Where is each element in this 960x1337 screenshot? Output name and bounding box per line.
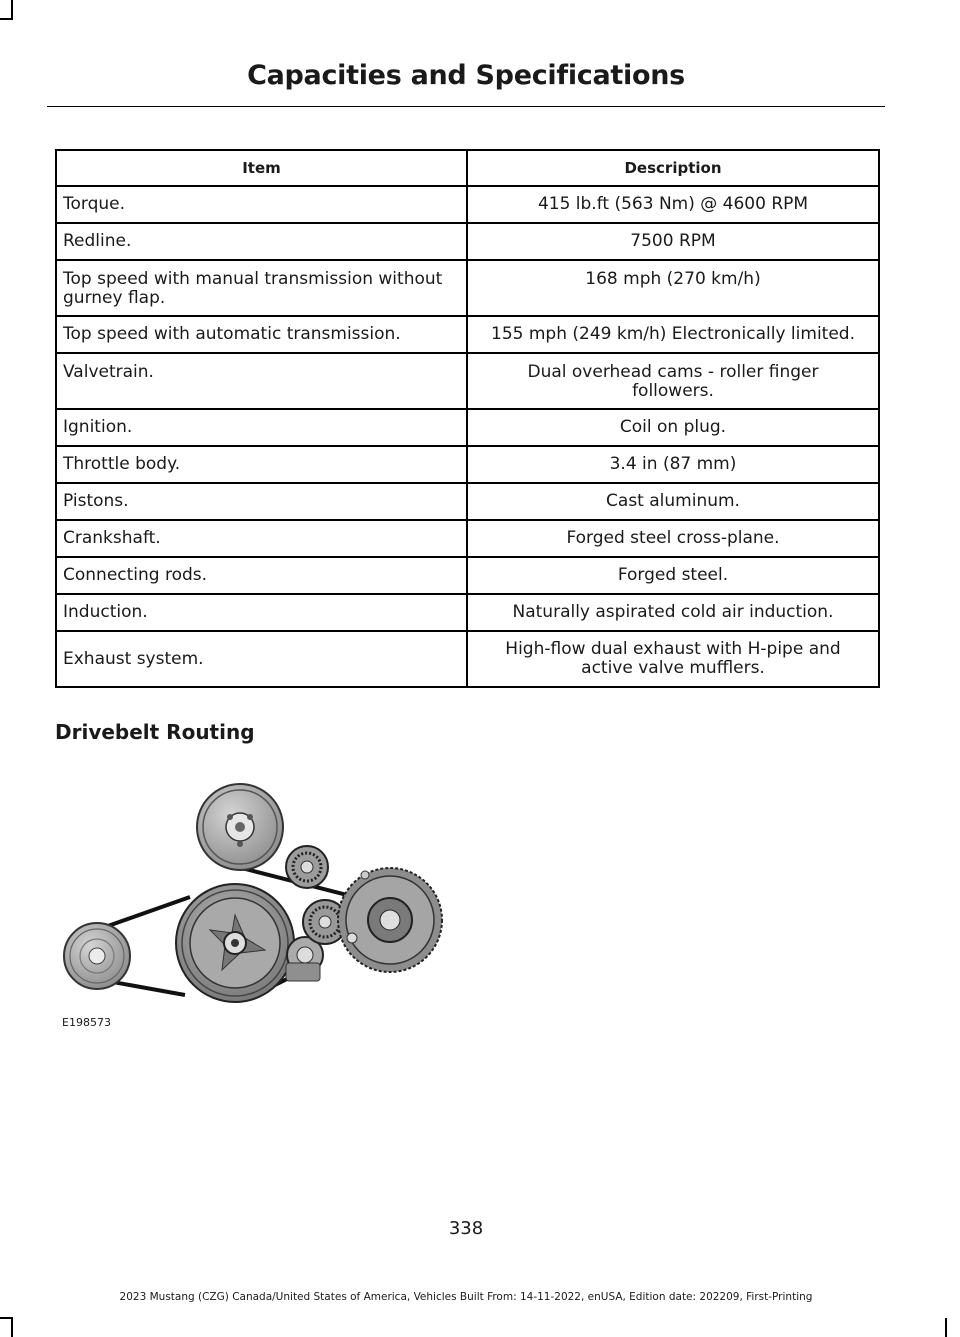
item-cell: Torque. [56, 186, 467, 223]
table-row [56, 260, 879, 316]
description-cell: 415 lb.ft (563 Nm) @ 4600 RPM [467, 186, 879, 223]
description-cell: Cast aluminum. [467, 483, 879, 520]
table-row [56, 316, 879, 353]
item-cell: Exhaust system. [56, 631, 467, 687]
description-cell: Dual overhead cams - roller finger followers. [467, 353, 879, 409]
idler-pulley [286, 846, 328, 888]
item-cell: Throttle body. [56, 446, 467, 483]
crop-mark [0, 1317, 13, 1319]
description-cell: 7500 RPM [467, 223, 879, 260]
crop-mark [11, 1317, 13, 1337]
item-cell: Redline. [56, 223, 467, 260]
crop-mark [0, 18, 13, 20]
section-heading: Drivebelt Routing [55, 720, 255, 744]
column-header-item: Item [56, 150, 467, 186]
table-row [56, 353, 879, 409]
table-row [56, 409, 879, 446]
drivebelt-routing-diagram [60, 755, 450, 1040]
water-pump-pulley [197, 784, 283, 870]
table-row [56, 520, 879, 557]
description-cell: Forged steel cross-plane. [467, 520, 879, 557]
table-row [56, 557, 879, 594]
item-cell: Ignition. [56, 409, 467, 446]
table-row [56, 594, 879, 631]
table-header-row [56, 150, 879, 186]
column-header-description: Description [467, 150, 879, 186]
description-cell: 3.4 in (87 mm) [467, 446, 879, 483]
table-row [56, 446, 879, 483]
description-cell: 168 mph (270 km/h) [467, 260, 879, 316]
table-row [56, 223, 879, 260]
crop-mark [11, 0, 13, 20]
header-divider [47, 106, 885, 107]
description-cell: Forged steel. [467, 557, 879, 594]
alternator [338, 868, 442, 972]
item-cell: Top speed with automatic transmission. [56, 316, 467, 353]
item-cell: Valvetrain. [56, 353, 467, 409]
item-cell: Crankshaft. [56, 520, 467, 557]
spec-table [55, 149, 880, 688]
page-number: 338 [448, 1218, 484, 1239]
description-cell: 155 mph (249 km/h) Electronically limited. [467, 316, 879, 353]
description-cell: Coil on plug. [467, 409, 879, 446]
description-cell: High-flow dual exhaust with H-pipe and active valve mufflers. [467, 631, 879, 687]
figure-label: E198573 [62, 1016, 111, 1029]
footer-text: 2023 Mustang (CZG) Canada/United States of America, Vehicles Built From: 14-11-2022, enUSA, Edition date: 202209, First-Printing [119, 1291, 813, 1303]
item-cell: Induction. [56, 594, 467, 631]
table-row [56, 483, 879, 520]
table-row [56, 631, 879, 687]
table-row [56, 186, 879, 223]
item-cell: Connecting rods. [56, 557, 467, 594]
crankshaft-pulley [176, 884, 294, 1002]
left-pulley [64, 923, 130, 989]
crop-mark [945, 1318, 947, 1337]
description-cell: Naturally aspirated cold air induction. [467, 594, 879, 631]
item-cell: Pistons. [56, 483, 467, 520]
page-title: Capacities and Specifications [247, 60, 685, 91]
item-cell: Top speed with manual transmission without gurney flap. [56, 260, 467, 316]
